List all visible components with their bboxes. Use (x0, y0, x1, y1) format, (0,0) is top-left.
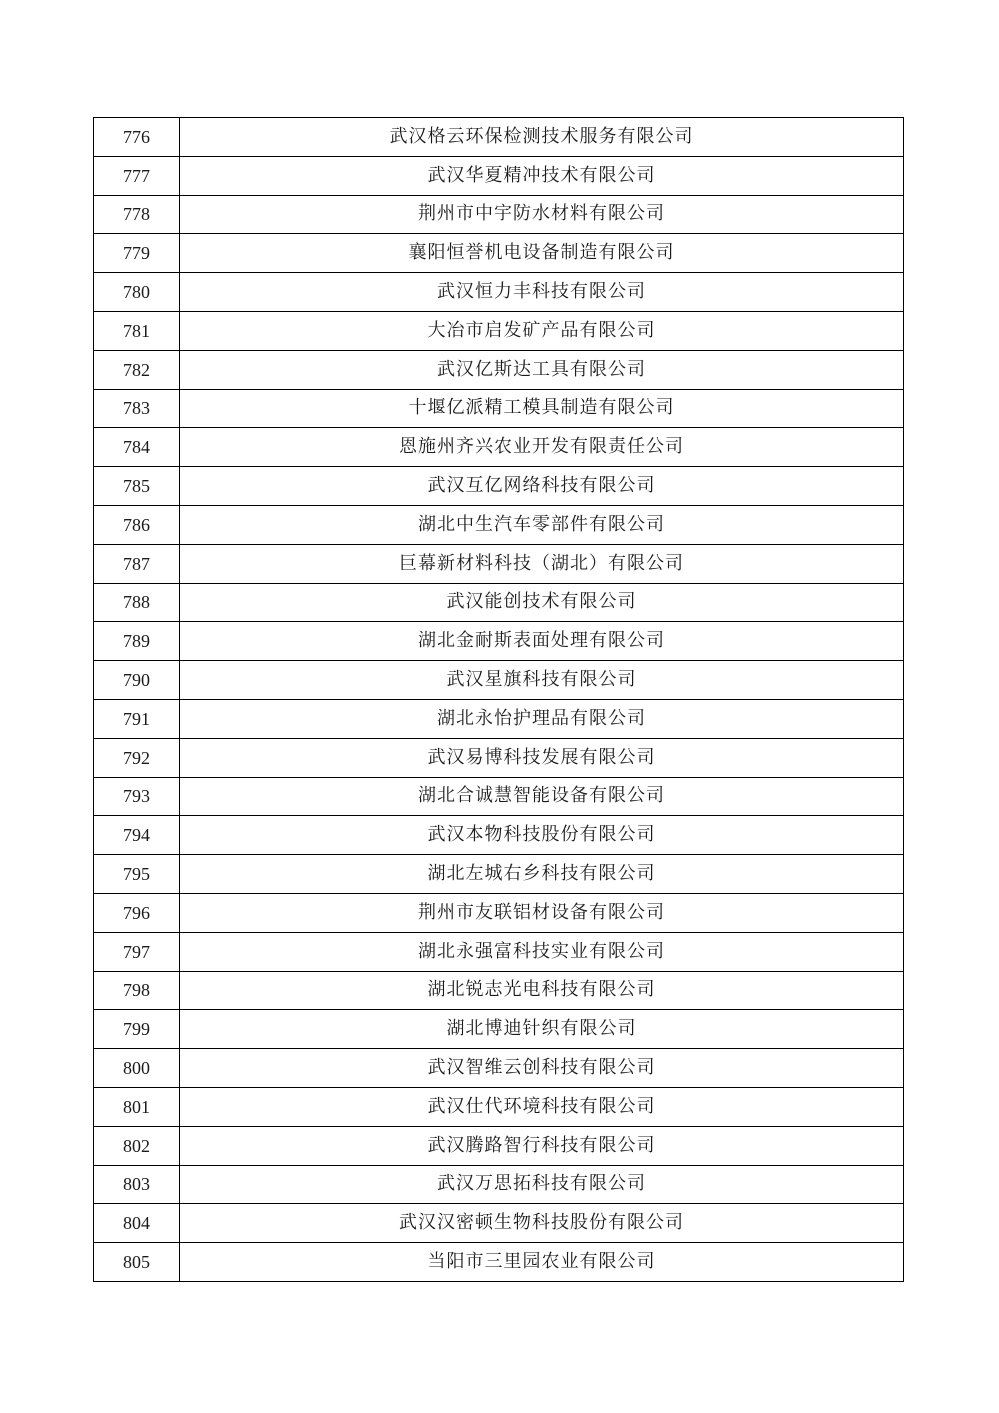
company-name: 湖北中生汽车零部件有限公司 (180, 505, 904, 544)
row-number: 787 (94, 544, 180, 583)
row-number: 791 (94, 699, 180, 738)
table-row (94, 932, 904, 971)
table-row (94, 428, 904, 467)
company-name: 恩施州齐兴农业开发有限责任公司 (180, 428, 904, 467)
row-number: 777 (94, 156, 180, 195)
table-row (94, 311, 904, 350)
row-number: 798 (94, 971, 180, 1010)
company-name: 武汉万思拓科技有限公司 (180, 1165, 904, 1204)
table-row (94, 622, 904, 661)
row-number: 801 (94, 1087, 180, 1126)
row-number: 802 (94, 1126, 180, 1165)
company-name: 湖北锐志光电科技有限公司 (180, 971, 904, 1010)
table-row (94, 893, 904, 932)
row-number: 796 (94, 893, 180, 932)
row-number: 783 (94, 389, 180, 428)
company-name: 湖北合诚慧智能设备有限公司 (180, 777, 904, 816)
company-list-table (93, 117, 904, 1282)
row-number: 789 (94, 622, 180, 661)
row-number: 803 (94, 1165, 180, 1204)
company-name: 武汉亿斯达工具有限公司 (180, 350, 904, 389)
table-row (94, 273, 904, 312)
table-row (94, 699, 904, 738)
company-name: 武汉本物科技股份有限公司 (180, 816, 904, 855)
row-number: 799 (94, 1010, 180, 1049)
company-name: 湖北永怡护理品有限公司 (180, 699, 904, 738)
company-name: 湖北博迪针织有限公司 (180, 1010, 904, 1049)
company-name: 荆州市中宇防水材料有限公司 (180, 195, 904, 234)
table-row (94, 1126, 904, 1165)
table-row (94, 1243, 904, 1282)
table-row (94, 1049, 904, 1088)
table-row (94, 544, 904, 583)
row-number: 779 (94, 234, 180, 273)
company-name: 武汉华夏精冲技术有限公司 (180, 156, 904, 195)
row-number: 782 (94, 350, 180, 389)
table-row (94, 234, 904, 273)
company-name: 武汉易博科技发展有限公司 (180, 738, 904, 777)
row-number: 790 (94, 661, 180, 700)
row-number: 788 (94, 583, 180, 622)
row-number: 800 (94, 1049, 180, 1088)
table-row (94, 505, 904, 544)
table-row (94, 855, 904, 894)
table-row (94, 816, 904, 855)
company-name: 襄阳恒誉机电设备制造有限公司 (180, 234, 904, 273)
table-row (94, 583, 904, 622)
table-row (94, 350, 904, 389)
company-name: 武汉能创技术有限公司 (180, 583, 904, 622)
row-number: 786 (94, 505, 180, 544)
row-number: 784 (94, 428, 180, 467)
company-name: 十堰亿派精工模具制造有限公司 (180, 389, 904, 428)
row-number: 795 (94, 855, 180, 894)
company-name: 武汉恒力丰科技有限公司 (180, 273, 904, 312)
row-number: 781 (94, 311, 180, 350)
row-number: 778 (94, 195, 180, 234)
row-number: 780 (94, 273, 180, 312)
company-name: 湖北永强富科技实业有限公司 (180, 932, 904, 971)
row-number: 792 (94, 738, 180, 777)
company-name: 武汉仕代环境科技有限公司 (180, 1087, 904, 1126)
table-row (94, 118, 904, 157)
table-row (94, 195, 904, 234)
company-name: 武汉格云环保检测技术服务有限公司 (180, 118, 904, 157)
company-name: 武汉互亿网络科技有限公司 (180, 467, 904, 506)
row-number: 793 (94, 777, 180, 816)
company-name: 荆州市友联铝材设备有限公司 (180, 893, 904, 932)
table-row (94, 661, 904, 700)
table-row (94, 156, 904, 195)
company-name: 武汉腾路智行科技有限公司 (180, 1126, 904, 1165)
table-row (94, 1165, 904, 1204)
table-row (94, 971, 904, 1010)
company-name: 大冶市启发矿产品有限公司 (180, 311, 904, 350)
table-row (94, 1204, 904, 1243)
row-number: 804 (94, 1204, 180, 1243)
row-number: 785 (94, 467, 180, 506)
company-name: 武汉星旗科技有限公司 (180, 661, 904, 700)
table-row (94, 467, 904, 506)
table-row (94, 1087, 904, 1126)
table-row (94, 1010, 904, 1049)
row-number: 797 (94, 932, 180, 971)
company-name: 武汉汉密顿生物科技股份有限公司 (180, 1204, 904, 1243)
company-name: 巨幕新材料科技（湖北）有限公司 (180, 544, 904, 583)
row-number: 794 (94, 816, 180, 855)
table-row (94, 389, 904, 428)
company-name: 当阳市三里园农业有限公司 (180, 1243, 904, 1282)
company-name: 武汉智维云创科技有限公司 (180, 1049, 904, 1088)
row-number: 805 (94, 1243, 180, 1282)
company-name: 湖北金耐斯表面处理有限公司 (180, 622, 904, 661)
table-row (94, 777, 904, 816)
table-row (94, 738, 904, 777)
row-number: 776 (94, 118, 180, 157)
company-name: 湖北左城右乡科技有限公司 (180, 855, 904, 894)
